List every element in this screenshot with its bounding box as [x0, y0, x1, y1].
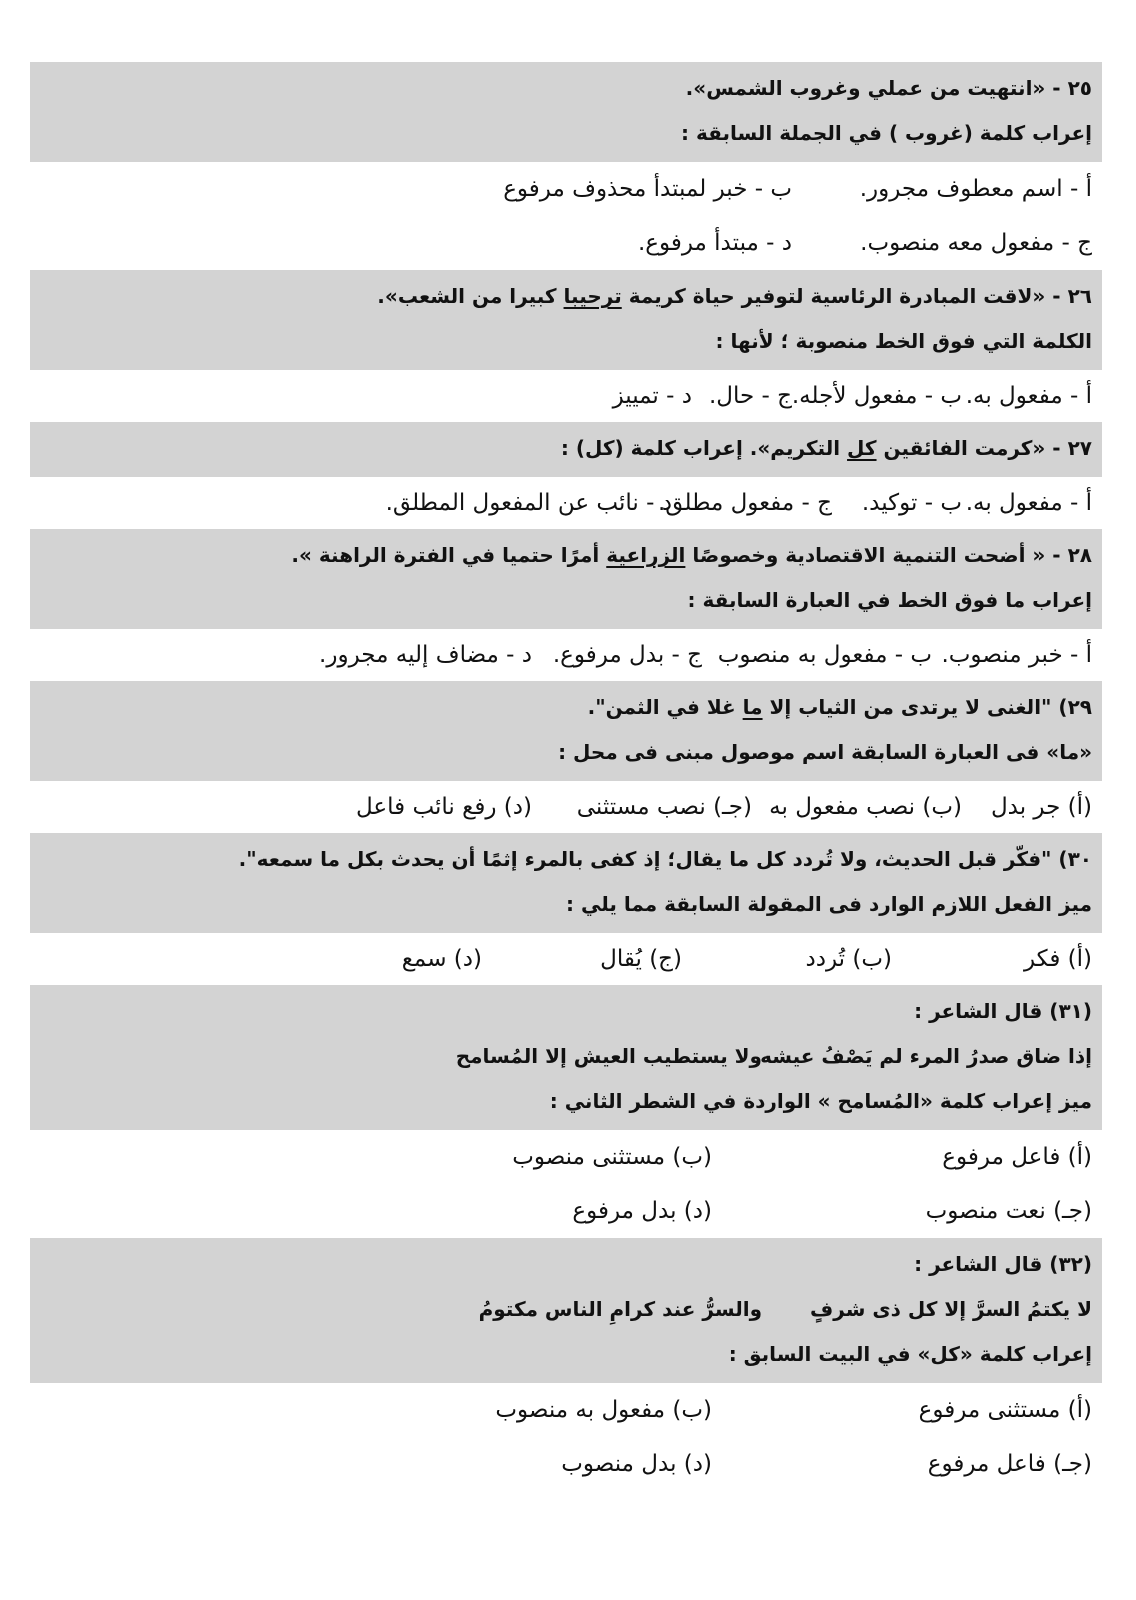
question-32 — [30, 1238, 1102, 1491]
options-row — [40, 1437, 1092, 1491]
option-d[interactable]: (د) بدل منصوب — [561, 1451, 712, 1477]
options — [30, 1383, 1102, 1491]
option-b[interactable]: ب - خبر لمبتدأ محذوف مرفوع — [503, 176, 792, 202]
underlined-word: ترحيبا — [563, 284, 622, 308]
question-stem: ٢٩) "الغنى لا يرتدى من الثياب إلا ما غلا في الثمن". — [587, 695, 1092, 719]
verse-first-hemistich: لا يكتمُ السرَّ إلا كل ذى شرفٍ — [810, 1297, 1092, 1321]
option-b[interactable]: ب - مفعول به منصوب — [717, 642, 932, 668]
option-d[interactable]: د - مبتدأ مرفوع. — [637, 230, 792, 256]
options-row — [40, 933, 1092, 985]
option-a[interactable]: أ - مفعول به. — [965, 383, 1092, 409]
option-b[interactable]: ب - مفعول لأجله. — [791, 383, 962, 409]
question-29 — [30, 681, 1102, 833]
exam-page — [30, 62, 1102, 1491]
question-header — [30, 1238, 1102, 1383]
question-27 — [30, 422, 1102, 529]
underlined-word: ما — [742, 695, 763, 719]
option-a[interactable]: (أ) مستثنى مرفوع — [918, 1397, 1092, 1423]
options-row — [40, 1130, 1092, 1184]
question-header — [30, 529, 1102, 629]
options — [30, 477, 1102, 529]
poem-verse — [40, 1287, 1092, 1332]
option-a[interactable]: (أ) فكر — [1023, 946, 1092, 972]
options-row — [40, 1383, 1092, 1437]
question-prompt: الكلمة التي فوق الخط منصوبة ؛ لأنها : — [715, 329, 1092, 353]
options-row — [40, 477, 1092, 529]
options-row — [40, 162, 1092, 216]
option-d[interactable]: د - تمييز — [612, 383, 692, 409]
option-a[interactable]: أ - اسم معطوف مجرور. — [859, 176, 1092, 202]
options-row — [40, 216, 1092, 270]
question-header — [30, 833, 1102, 933]
underlined-word: الزراعية — [606, 543, 686, 567]
options-row — [40, 1184, 1092, 1238]
question-31 — [30, 985, 1102, 1238]
option-a[interactable]: (أ) جر بدل — [990, 794, 1092, 820]
question-30 — [30, 833, 1102, 985]
option-c[interactable]: (ج) يُقال — [600, 946, 682, 972]
question-prompt: ميز إعراب كلمة «المُسامح » الواردة في الشطر الثاني : — [549, 1089, 1092, 1113]
option-c[interactable]: ج - حال. — [708, 383, 792, 409]
question-28 — [30, 529, 1102, 681]
question-header — [30, 422, 1102, 477]
options — [30, 629, 1102, 681]
option-c[interactable]: ج - بدل مرفوع. — [552, 642, 702, 668]
question-stem: ٢٥ - «انتهيت من عملي وغروب الشمس». — [685, 76, 1092, 100]
question-25 — [30, 62, 1102, 270]
poem-verse — [40, 1034, 1092, 1079]
option-c[interactable]: (جـ) نصب مستثنى — [576, 794, 752, 820]
option-c[interactable]: ج - مفعول مطلق. — [657, 490, 832, 516]
question-prompt: إعراب كلمة (غروب ) في الجملة السابقة : — [681, 121, 1092, 145]
option-c[interactable]: (جـ) نعت منصوب — [925, 1198, 1092, 1224]
option-b[interactable]: (ب) مستثنى منصوب — [512, 1144, 712, 1170]
question-header — [30, 270, 1102, 370]
option-d[interactable]: (د) رفع نائب فاعل — [355, 794, 532, 820]
option-d[interactable]: (د) سمع — [401, 946, 482, 972]
question-stem: (٣٢) قال الشاعر : — [914, 1252, 1092, 1276]
question-prompt: إعراب ما فوق الخط في العبارة السابقة : — [687, 588, 1092, 612]
option-b[interactable]: ب - توكيد. — [861, 490, 962, 516]
options — [30, 370, 1102, 422]
question-stem: ٣٠) "فكّر قبل الحديث، ولا تُردد كل ما يقال؛ إذ كفى بالمرء إثمًا أن يحدث بكل ما سمعه". — [238, 847, 1092, 871]
question-stem: ٢٧ - «كرمت الفائقين كل التكريم». إعراب كلمة (كل) : — [560, 436, 1092, 460]
option-b[interactable]: (ب) تُردد — [805, 946, 892, 972]
question-prompt: إعراب كلمة «كل» في البيت السابق : — [728, 1342, 1092, 1366]
options-row — [40, 781, 1092, 833]
option-d[interactable]: د - مضاف إليه مجرور. — [319, 642, 532, 668]
question-header — [30, 681, 1102, 781]
options — [30, 781, 1102, 833]
option-a[interactable]: (أ) فاعل مرفوع — [942, 1144, 1092, 1170]
question-stem: ٢٨ - « أضحت التنمية الاقتصادية وخصوصًا الزراعية أمرًا حتميا في الفترة الراهنة ». — [291, 543, 1092, 567]
verse-second-hemistich: والسرُّ عند كرامِ الناس مكتومُ — [478, 1297, 762, 1321]
underlined-word: كل — [847, 436, 877, 460]
option-c[interactable]: (جـ) فاعل مرفوع — [927, 1451, 1092, 1477]
question-header — [30, 62, 1102, 162]
option-c[interactable]: ج - مفعول معه منصوب. — [860, 230, 1092, 256]
question-prompt: «ما» فى العبارة السابقة اسم موصول مبنى فى محل : — [558, 740, 1092, 764]
options — [30, 933, 1102, 985]
options-row — [40, 370, 1092, 422]
option-a[interactable]: أ - خبر منصوب. — [941, 642, 1092, 668]
option-d[interactable]: د - نائب عن المفعول المطلق. — [385, 490, 672, 516]
question-stem: (٣١) قال الشاعر : — [914, 999, 1092, 1023]
options — [30, 1130, 1102, 1238]
verse-first-hemistich: إذا ضاق صدرُ المرء لم يَصْفُ عيشه — [760, 1044, 1092, 1068]
question-header — [30, 985, 1102, 1130]
question-stem: ٢٦ - «لاقت المبادرة الرئاسية لتوفير حياة كريمة ترحيبا كبيرا من الشعب». — [377, 284, 1092, 308]
option-d[interactable]: (د) بدل مرفوع — [572, 1198, 712, 1224]
option-a[interactable]: أ - مفعول به. — [965, 490, 1092, 516]
question-26 — [30, 270, 1102, 422]
option-b[interactable]: (ب) مفعول به منصوب — [495, 1397, 712, 1423]
option-b[interactable]: (ب) نصب مفعول به — [769, 794, 962, 820]
question-prompt: ميز الفعل اللازم الوارد فى المقولة السابقة مما يلي : — [566, 892, 1092, 916]
verse-second-hemistich: ولا يستطيب العيش إلا المُسامح — [455, 1044, 762, 1068]
options — [30, 162, 1102, 270]
options-row — [40, 629, 1092, 681]
